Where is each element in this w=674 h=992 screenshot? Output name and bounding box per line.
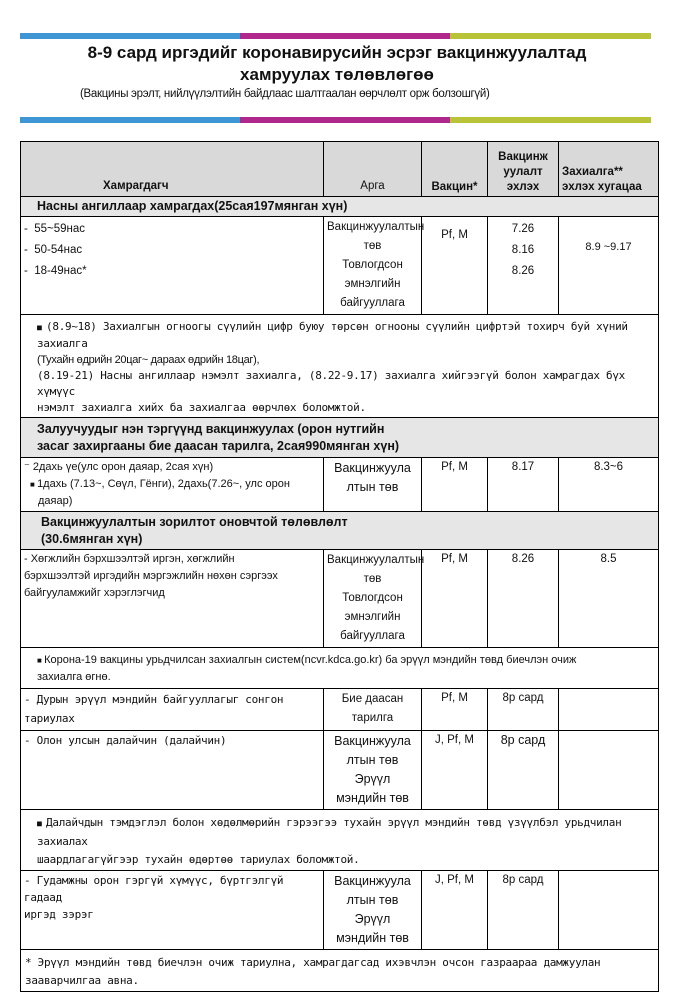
any-clinic-method-cell: Бие даасан тарилга <box>324 689 422 731</box>
section-age-title: Насны ангиллаар хамрагдах(25сая197мянган хүн) <box>21 197 659 217</box>
page-title-line1: 8-9 сард иргэдийг коронавирусийн эсрэг вакцинжуулалтад <box>87 43 587 62</box>
any-clinic-vaccine-cell: Pf, M <box>422 689 488 731</box>
youth-target-cell: ⁻ 2дахь үе(улс орон даяар, 2сая хүн) ■ 1дахь (7.13~, Сөүл, Гёнги), 2дахь(7.26~, улс орон даяар) <box>21 458 324 512</box>
sailor-method-cell: Вакцинжуула лтын төв Эрүүл мэндийн төв <box>324 731 422 810</box>
footnote: * Эрүүл мэндийн төвд биечлэн очиж тариулна, хамрагдагсад ихэвчлэн очсон газраараа дамжуулан зааварчилгаа авна. <box>21 950 659 992</box>
youth-period-cell: 8.3~6 <box>559 458 659 512</box>
section-targeted-title: Вакцинжуулалтын зорилтот оновчтой төлөвлөлт (30.6мянган хүн) <box>21 512 659 550</box>
youth-start-cell: 8.17 <box>488 458 559 512</box>
disability-start-cell: 8.26 <box>488 550 559 648</box>
homeless-target-cell: - Гудамжны орон гэргүй хүмүүс, бүртгэлгүй гадаад иргэд зэрэг <box>21 871 324 950</box>
homeless-period-cell <box>559 871 659 950</box>
age-period-cell: 8.9 ~9.17 <box>559 217 659 315</box>
header-vaccine: Вакцин* <box>422 142 488 197</box>
age-vaccine-cell: Pf, M <box>422 217 488 315</box>
homeless-method-cell: Вакцинжуула лтын төв Эрүүл мэндийн төв <box>324 871 422 950</box>
age-groups-cell <box>21 217 324 315</box>
age-note: ■ (8.9~18) Захиалгын огноогы сүүлийн цифр буюу төрсөн огнооны сүүлийн цифртэй тохирч буй хүний захиалга (Тухайн өдрийн 20цаг~ дараах өдрийн 18цаг), (8.19-21) Насны ангиллаар нэмэлт захиалга, (8.22-9.17) захиалга хийгээгүй болон хамрагдах бүх хүмүүс нэмэлт захиалга хийх ба захиалгаа өөрчлөх боломжтой. <box>21 315 659 418</box>
age-group-item: - 55~59нас <box>24 223 86 235</box>
top-color-bar <box>20 33 651 39</box>
header-start: Вакцинж уулалт эхлэх <box>488 142 559 197</box>
any-clinic-start-cell: 8р сард <box>488 689 559 731</box>
header-method: Арга <box>324 142 422 197</box>
disability-target-cell: - Хөгжлийн бэрхшээлтэй иргэн, хөгжлийн бэрхшээлтэй иргэдийн мэргэжлийн нөхөн сэргээх байгууламжийг хэрэглэгчид <box>21 550 324 648</box>
section-youth-title: Залуучуудыг нэн тэргүүнд вакцинжуулах (орон нутгийн засаг захиргааны бие даасан тарилга, 2сая990мянган хүн) <box>21 418 659 458</box>
page-subtitle: (Вакцины эрэлт, нийлүүлэлтийн байдлаас шалтгаалан өөрчлөлт орж болзошгүй) <box>80 88 490 100</box>
header-period: Захиалга** эхлэх хугацаа <box>559 142 659 197</box>
header-target: Хамрагдагч <box>21 142 324 197</box>
any-clinic-target-cell: - Дурын эрүүл мэндийн байгууллагыг сонгон тариулах <box>21 689 324 731</box>
sailor-target-cell: - Олон улсын далайчин (далайчин) <box>21 731 324 810</box>
age-method-cell: Вакцинжуулалтын төв Товлогдсон эмнэлгийн байгууллага <box>324 217 422 315</box>
page-title-line2: хамруулах төлөвлөгөө <box>240 65 434 84</box>
disability-period-cell: 8.5 <box>559 550 659 648</box>
sailor-vaccine-cell: J, Pf, M <box>422 731 488 810</box>
bottom-color-bar <box>20 117 651 123</box>
homeless-vaccine-cell: J, Pf, M <box>422 871 488 950</box>
disability-note: ■ Корона-19 вакцины урьдчилсан захиалгын систем(ncvr.kdca.go.kr) ба эрүүл мэндийн төвд биечлэн очиж захиалга өгнө. <box>21 648 659 689</box>
any-clinic-period-cell <box>559 689 659 731</box>
sailor-start-cell: 8р сард <box>488 731 559 810</box>
vaccination-plan-table <box>20 141 659 992</box>
age-group-item: - 50-54нас <box>24 244 83 256</box>
disability-method-cell: Вакцинжуулалтын төв Товлогдсон эмнэлгийн байгууллага <box>324 550 422 648</box>
age-start-cell: 7.26 8.16 8.26 <box>488 217 559 315</box>
sailor-period-cell <box>559 731 659 810</box>
youth-vaccine-cell: Pf, M <box>422 458 488 512</box>
age-group-item: - 18-49нас* <box>24 265 87 277</box>
disability-vaccine-cell: Pf, M <box>422 550 488 648</box>
homeless-start-cell: 8р сард <box>488 871 559 950</box>
youth-method-cell: Вакцинжуула лтын төв <box>324 458 422 512</box>
sailor-note: ■ Далайчдын тэмдэглэл болон хөдөлмөрийн гэрээгээ тухайн эрүүл мэндийн төвд үзүүлбэл урьдчилан захиалах шаардлагагүйгээр тухайн өдөртөө тариулах боломжтой. <box>21 810 659 871</box>
